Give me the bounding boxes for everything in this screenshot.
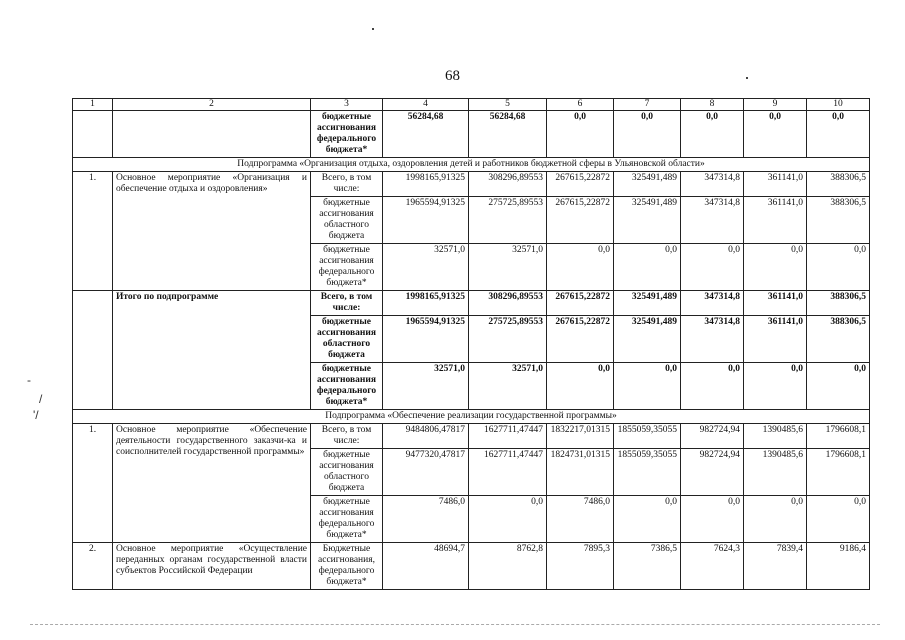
value-cell: 0,0	[807, 496, 870, 543]
value-cell: 0,0	[807, 244, 870, 291]
value-cell: 56284,68	[383, 111, 469, 158]
subprogram-title: Подпрограмма «Обеспечение реализации государственной программы»	[73, 410, 870, 424]
row-index: 1.	[73, 172, 113, 291]
funding-category: бюджетные ассигнования федерального бюджета*	[311, 363, 383, 410]
scan-artifact-mark: '/	[33, 408, 39, 422]
scan-artifact-mark: -	[27, 373, 31, 387]
value-cell: 1855059,35055	[614, 449, 681, 496]
value-cell: 308296,89553	[469, 291, 547, 316]
value-cell: 32571,0	[383, 363, 469, 410]
funding-category: бюджетные ассигнования областного бюджета	[311, 316, 383, 363]
value-cell: 1965594,91325	[383, 197, 469, 244]
index-cell	[73, 111, 113, 158]
column-number: 5	[469, 99, 547, 111]
value-cell: 0,0	[744, 496, 807, 543]
scan-artifact-dot	[746, 77, 748, 79]
value-cell: 1390485,6	[744, 424, 807, 449]
value-cell: 0,0	[614, 111, 681, 158]
value-cell: 267615,22872	[547, 197, 614, 244]
value-cell: 0,0	[547, 111, 614, 158]
value-cell: 361141,0	[744, 316, 807, 363]
value-cell: 0,0	[744, 244, 807, 291]
event-name: Основное мероприятие «Организация и обеспечение отдыха и оздоровления»	[113, 172, 311, 291]
value-cell: 347314,8	[681, 172, 744, 197]
funding-category: бюджетные ассигнования областного бюджета	[311, 449, 383, 496]
value-cell: 1824731,01315	[547, 449, 614, 496]
funding-category: бюджетные ассигнования федерального бюджета*	[311, 496, 383, 543]
value-cell: 7895,3	[547, 543, 614, 590]
column-number: 6	[547, 99, 614, 111]
value-cell: 267615,22872	[547, 291, 614, 316]
value-cell: 7386,5	[614, 543, 681, 590]
value-cell: 1627711,47447	[469, 424, 547, 449]
total-label: Итого по подпрограмме	[113, 291, 311, 410]
value-cell: 0,0	[469, 496, 547, 543]
table-row	[73, 424, 870, 449]
column-number: 7	[614, 99, 681, 111]
value-cell: 32571,0	[469, 363, 547, 410]
row-index	[73, 291, 113, 410]
value-cell: 361141,0	[744, 197, 807, 244]
funding-category: бюджетные ассигнования областного бюджета	[311, 197, 383, 244]
value-cell: 32571,0	[383, 244, 469, 291]
table-row	[73, 111, 870, 158]
value-cell: 1832217,01315	[547, 424, 614, 449]
event-name: Основное мероприятие «Обеспечение деятельности государственного заказчи-ка и соисполнителей государственной программы»	[113, 424, 311, 543]
value-cell: 347314,8	[681, 316, 744, 363]
value-cell: 325491,489	[614, 316, 681, 363]
value-cell: 1998165,91325	[383, 172, 469, 197]
value-cell: 9484806,47817	[383, 424, 469, 449]
value-cell: 0,0	[547, 363, 614, 410]
value-cell: 1627711,47447	[469, 449, 547, 496]
value-cell: 388306,5	[807, 291, 870, 316]
value-cell: 0,0	[614, 496, 681, 543]
subprogram-header-row	[73, 158, 870, 172]
value-cell: 0,0	[614, 363, 681, 410]
row-index: 1.	[73, 424, 113, 543]
value-cell: 267615,22872	[547, 316, 614, 363]
column-number-header	[73, 99, 870, 111]
table-row	[73, 543, 870, 590]
column-number: 9	[744, 99, 807, 111]
table-row	[73, 172, 870, 197]
column-number: 1	[73, 99, 113, 111]
value-cell: 267615,22872	[547, 172, 614, 197]
value-cell: 361141,0	[744, 291, 807, 316]
funding-category: бюджетные ассигнования федерального бюджета*	[311, 111, 383, 158]
scan-artifact-dot	[372, 28, 374, 30]
value-cell: 1390485,6	[744, 449, 807, 496]
value-cell: 0,0	[681, 363, 744, 410]
value-cell: 325491,489	[614, 197, 681, 244]
value-cell: 0,0	[681, 244, 744, 291]
value-cell: 1998165,91325	[383, 291, 469, 316]
value-cell: 1796608,1	[807, 424, 870, 449]
value-cell: 361141,0	[744, 172, 807, 197]
value-cell: 7486,0	[547, 496, 614, 543]
value-cell: 347314,8	[681, 197, 744, 244]
value-cell: 388306,5	[807, 197, 870, 244]
row-index: 2.	[73, 543, 113, 590]
value-cell: 9186,4	[807, 543, 870, 590]
value-cell: 325491,489	[614, 291, 681, 316]
value-cell: 1965594,91325	[383, 316, 469, 363]
value-cell: 0,0	[614, 244, 681, 291]
value-cell: 0,0	[744, 363, 807, 410]
value-cell: 7624,3	[681, 543, 744, 590]
value-cell: 0,0	[681, 111, 744, 158]
total-row	[73, 291, 870, 316]
value-cell: 0,0	[744, 111, 807, 158]
value-cell: 275725,89553	[469, 316, 547, 363]
value-cell: 388306,5	[807, 316, 870, 363]
name-cell	[113, 111, 311, 158]
value-cell: 7839,4	[744, 543, 807, 590]
value-cell: 982724,94	[681, 424, 744, 449]
value-cell: 275725,89553	[469, 197, 547, 244]
funding-category: бюджетные ассигнования федерального бюджета*	[311, 244, 383, 291]
value-cell: 56284,68	[469, 111, 547, 158]
value-cell: 388306,5	[807, 172, 870, 197]
column-number: 10	[807, 99, 870, 111]
value-cell: 8762,8	[469, 543, 547, 590]
subprogram-title: Подпрограмма «Организация отдыха, оздоровления детей и работников бюджетной сферы в Ульяновской области»	[73, 158, 870, 172]
value-cell: 982724,94	[681, 449, 744, 496]
scan-artifact-mark: /	[39, 392, 43, 406]
funding-category: Всего, в том числе:	[311, 424, 383, 449]
value-cell: 48694,7	[383, 543, 469, 590]
funding-category: Всего, в том числе:	[311, 291, 383, 316]
budget-table	[72, 98, 870, 590]
value-cell: 7486,0	[383, 496, 469, 543]
value-cell: 32571,0	[469, 244, 547, 291]
value-cell: 347314,8	[681, 291, 744, 316]
funding-category: Бюджетные ассигнования, федерального бюджета*	[311, 543, 383, 590]
value-cell: 0,0	[681, 496, 744, 543]
value-cell: 9477320,47817	[383, 449, 469, 496]
value-cell: 1796608,1	[807, 449, 870, 496]
subprogram-header-row	[73, 410, 870, 424]
value-cell: 325491,489	[614, 172, 681, 197]
event-name: Основное мероприятие «Осуществление переданных органам государственной власти субъектов Российской Федерации	[113, 543, 311, 590]
page-number: 68	[445, 68, 460, 84]
column-number: 8	[681, 99, 744, 111]
value-cell: 308296,89553	[469, 172, 547, 197]
column-number: 2	[113, 99, 311, 111]
scan-bottom-edge	[30, 624, 880, 627]
value-cell: 0,0	[807, 111, 870, 158]
column-number: 4	[383, 99, 469, 111]
funding-category: Всего, в том числе:	[311, 172, 383, 197]
value-cell: 0,0	[807, 363, 870, 410]
value-cell: 0,0	[547, 244, 614, 291]
value-cell: 1855059,35055	[614, 424, 681, 449]
column-number: 3	[311, 99, 383, 111]
